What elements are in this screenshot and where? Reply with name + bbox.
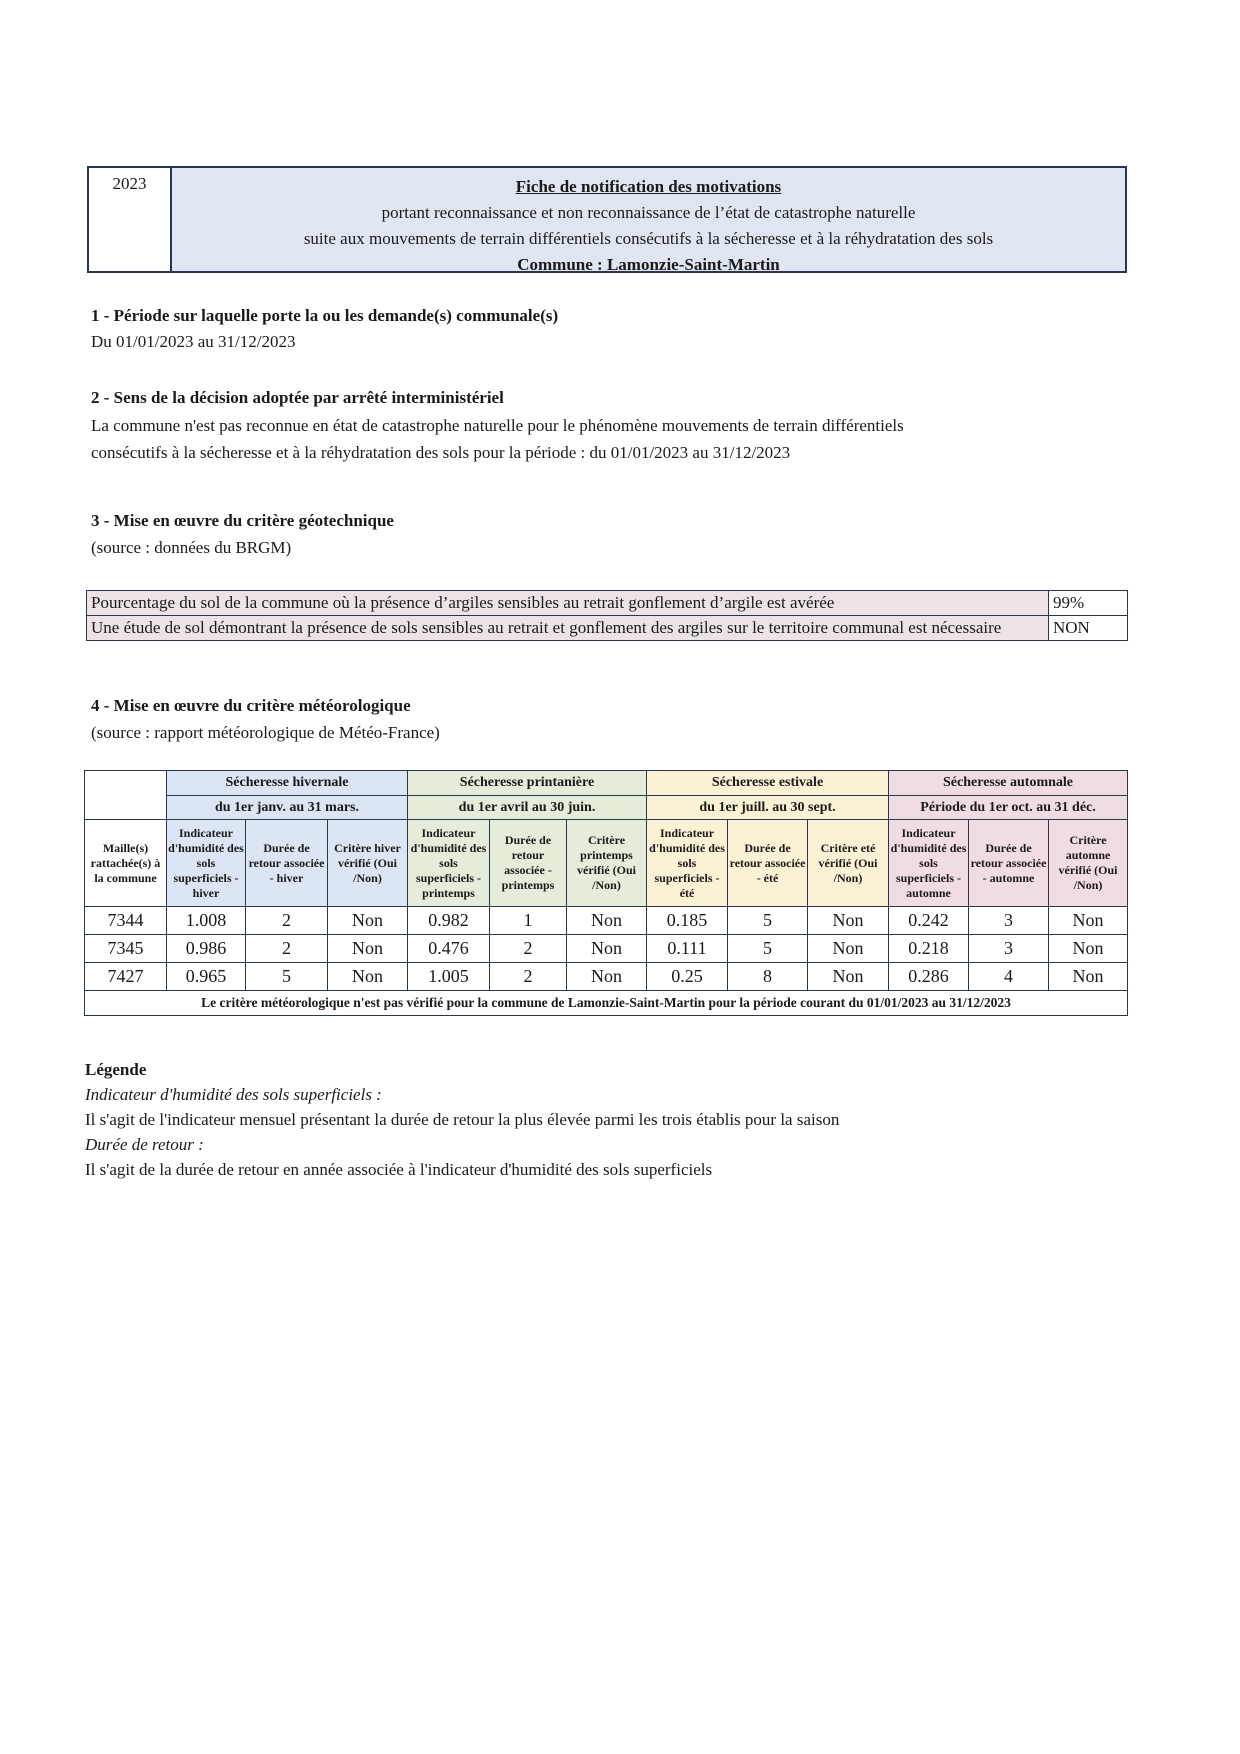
legend-term-2: Durée de retour : (85, 1135, 204, 1154)
table-cell: 1.008 (167, 907, 246, 935)
table-cell: 0.476 (408, 935, 490, 963)
conclusion-row (85, 991, 1128, 1016)
column-header: Durée de retour associée - été (728, 820, 808, 907)
notification-header (87, 166, 1127, 273)
table-cell: 7345 (85, 935, 167, 963)
table-cell: Non (567, 935, 647, 963)
table-cell: 5 (246, 963, 328, 991)
column-header: Indicateur d'humidité des sols superficiels - hiver (167, 820, 246, 907)
section-2-title: 2 - Sens de la décision adoptée par arrêté interministériel (91, 388, 504, 407)
table-cell: 2 (490, 963, 567, 991)
table-row (85, 935, 1128, 963)
geo-value: 99% (1049, 591, 1128, 616)
column-header: Durée de retour associée - printemps (490, 820, 567, 907)
section-2-decision (91, 412, 904, 466)
table-cell: 0.25 (647, 963, 728, 991)
period-summer: du 1er juill. au 30 sept. (647, 796, 889, 820)
section-3-source: (source : données du BRGM) (91, 538, 292, 557)
table-cell: 3 (969, 935, 1049, 963)
table-cell: 0.111 (647, 935, 728, 963)
legend-definition-2: Il s'agit de la durée de retour en année associée à l'indicateur d'humidité des sols superficiels (85, 1160, 713, 1179)
column-header-row (85, 820, 1128, 907)
column-header: Durée de retour associée - hiver (246, 820, 328, 907)
column-header: Critère hiver vérifié (Oui /Non) (328, 820, 408, 907)
table-cell: 0.218 (889, 935, 969, 963)
table-cell: Non (1049, 935, 1128, 963)
table-cell: Non (328, 907, 408, 935)
column-header: Maille(s) rattachée(s) à la commune (85, 820, 167, 907)
period-autumn: Période du 1er oct. au 31 déc. (889, 796, 1128, 820)
header-subtitle-2: suite aux mouvements de terrain différentiels consécutifs à la sécheresse et à la réhydratation des sols (303, 229, 994, 248)
table-cell: 2 (246, 907, 328, 935)
legend (85, 1057, 839, 1182)
header-subtitle-1: portant reconnaissance et non reconnaissance de l’état de catastrophe naturelle (381, 203, 916, 222)
section-4-title: 4 - Mise en œuvre du critère météorologique (91, 696, 411, 715)
table-cell: 0.185 (647, 907, 728, 935)
legend-title: Légende (85, 1060, 147, 1079)
table-cell: Non (567, 907, 647, 935)
commune-name: Commune : Lamonzie-Saint-Martin (517, 255, 780, 274)
legend-definition-1: Il s'agit de l'indicateur mensuel présentant la durée de retour la plus élevée parmi les trois établis pour la saison (85, 1110, 840, 1129)
table-cell: 2 (490, 935, 567, 963)
column-header: Critère eté vérifié (Oui /Non) (808, 820, 889, 907)
meteorological-table (84, 770, 1128, 1016)
meteorological-conclusion: Le critère météorologique n'est pas vérifié pour la commune de Lamonzie-Saint-Martin pour la période courant du 01/01/2023 au 31/12/2023 (85, 991, 1128, 1016)
geotechnical-table (86, 590, 1128, 641)
table-cell: Non (328, 963, 408, 991)
header-year: 2023 (89, 168, 172, 271)
table-cell: Non (567, 963, 647, 991)
document-title: Fiche de notification des motivations (515, 177, 782, 196)
column-header: Indicateur d'humidité des sols superficiels - été (647, 820, 728, 907)
table-cell: 1.005 (408, 963, 490, 991)
legend-term-1: Indicateur d'humidité des sols superficiels : (85, 1085, 382, 1104)
table-cell: 0.986 (167, 935, 246, 963)
table-row (85, 963, 1128, 991)
table-cell: 7344 (85, 907, 167, 935)
table-cell: 2 (246, 935, 328, 963)
season-header-row (85, 771, 1128, 796)
column-header: Critère automne vérifié (Oui /Non) (1049, 820, 1128, 907)
table-row (87, 616, 1128, 641)
column-header: Indicateur d'humidité des sols superficiels - printemps (408, 820, 490, 907)
empty-corner-cell (85, 771, 167, 820)
table-cell: Non (328, 935, 408, 963)
column-header: Indicateur d'humidité des sols superficiels - automne (889, 820, 969, 907)
season-summer: Sécheresse estivale (647, 771, 889, 796)
table-cell: Non (808, 907, 889, 935)
section-3-title: 3 - Mise en œuvre du critère géotechnique (91, 511, 394, 530)
geo-label: Une étude de sol démontrant la présence de sols sensibles au retrait et gonflement des argiles sur le territoire communal est nécessaire (87, 616, 1049, 641)
table-cell: 5 (728, 935, 808, 963)
table-cell: Non (1049, 907, 1128, 935)
table-cell: 5 (728, 907, 808, 935)
decision-line-2: consécutifs à la sécheresse et à la réhydratation des sols pour la période : du 01/01/2023 au 31/12/2023 (91, 443, 791, 462)
table-cell: 4 (969, 963, 1049, 991)
header-titles (172, 168, 1125, 274)
period-winter: du 1er janv. au 31 mars. (167, 796, 408, 820)
geo-label: Pourcentage du sol de la commune où la présence d’argiles sensibles au retrait gonflement d’argile est avérée (87, 591, 1049, 616)
column-header: Critère printemps vérifié (Oui /Non) (567, 820, 647, 907)
table-row (87, 591, 1128, 616)
table-cell: Non (808, 963, 889, 991)
table-cell: 0.242 (889, 907, 969, 935)
season-autumn: Sécheresse automnale (889, 771, 1128, 796)
decision-line-1: La commune n'est pas reconnue en état de catastrophe naturelle pour le phénomène mouvements de terrain différentiels (91, 416, 904, 435)
column-header: Durée de retour associée - automne (969, 820, 1049, 907)
table-cell: 0.286 (889, 963, 969, 991)
table-cell: 3 (969, 907, 1049, 935)
table-cell: 8 (728, 963, 808, 991)
section-1-period: Du 01/01/2023 au 31/12/2023 (91, 332, 296, 351)
section-4-source: (source : rapport météorologique de Météo-France) (91, 723, 440, 742)
geo-value: NON (1049, 616, 1128, 641)
season-spring: Sécheresse printanière (408, 771, 647, 796)
section-1-title: 1 - Période sur laquelle porte la ou les demande(s) communale(s) (91, 306, 559, 325)
table-cell: 0.965 (167, 963, 246, 991)
table-cell: Non (808, 935, 889, 963)
season-winter: Sécheresse hivernale (167, 771, 408, 796)
table-cell: 1 (490, 907, 567, 935)
table-cell: Non (1049, 963, 1128, 991)
table-row (85, 907, 1128, 935)
period-spring: du 1er avril au 30 juin. (408, 796, 647, 820)
period-header-row (85, 796, 1128, 820)
table-cell: 7427 (85, 963, 167, 991)
table-cell: 0.982 (408, 907, 490, 935)
